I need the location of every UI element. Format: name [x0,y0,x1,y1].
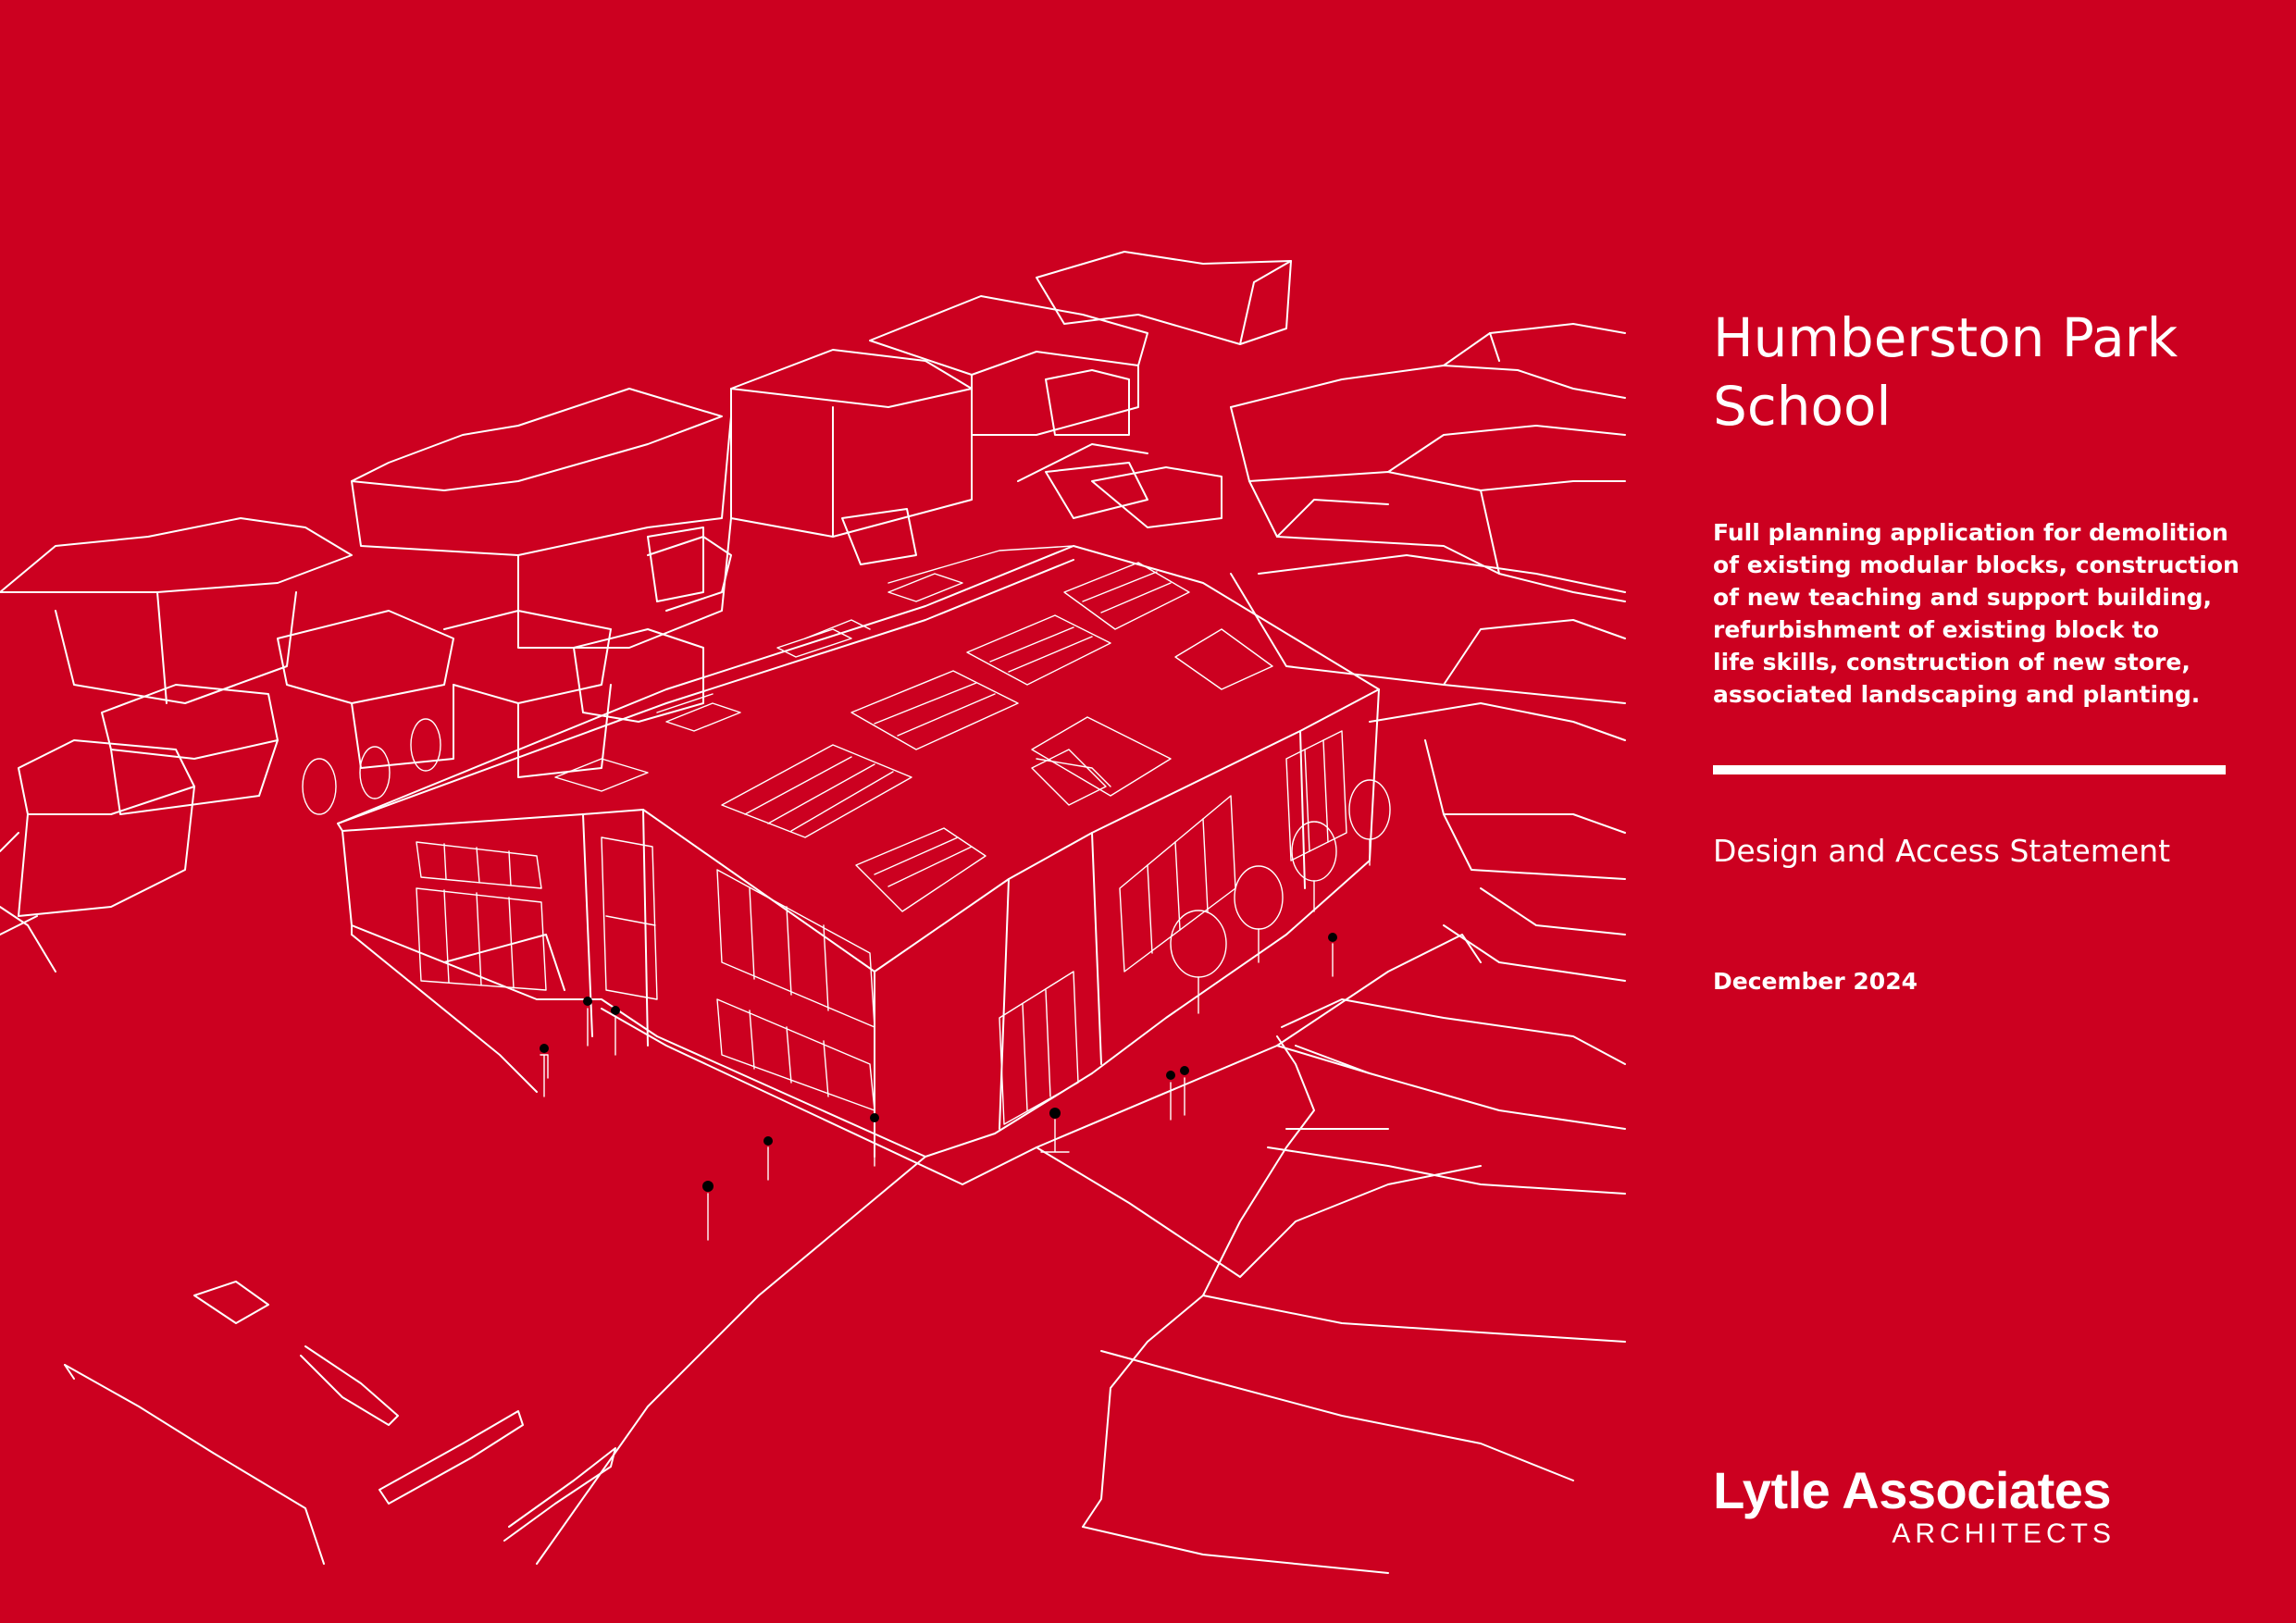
document-title-line-2: School [1713,375,1892,438]
logo-name: Lytle Associates [1713,1461,2111,1519]
logo-tagline: ARCHITECTS [1892,1518,2116,1549]
description-line-4: refurbishment of existing block to [1713,616,2160,643]
background-buildings [0,252,1625,981]
description-line-3: of new teaching and support building, [1713,584,2213,611]
application-description [1713,516,2240,711]
main-school-building [338,546,1379,1157]
trees-and-people [303,719,1390,1240]
divider-bar [1713,765,2226,774]
landscape-lines [0,907,1625,1573]
cover-text-panel [1713,0,2240,1623]
document-subtitle: Design and Access Statement [1713,833,2171,869]
description-line-5: life skills, construction of new store, [1713,649,2191,675]
description-line-1: Full planning application for demolition [1713,519,2228,546]
document-date: December 2024 [1713,968,1917,995]
document-title [1713,304,2231,440]
description-line-2: of existing modular blocks, construction [1713,551,2240,578]
document-title-line-1: Humberston Park [1713,306,2178,369]
description-line-6: associated landscaping and planting. [1713,681,2201,708]
architect-logo [1713,1461,2116,1549]
